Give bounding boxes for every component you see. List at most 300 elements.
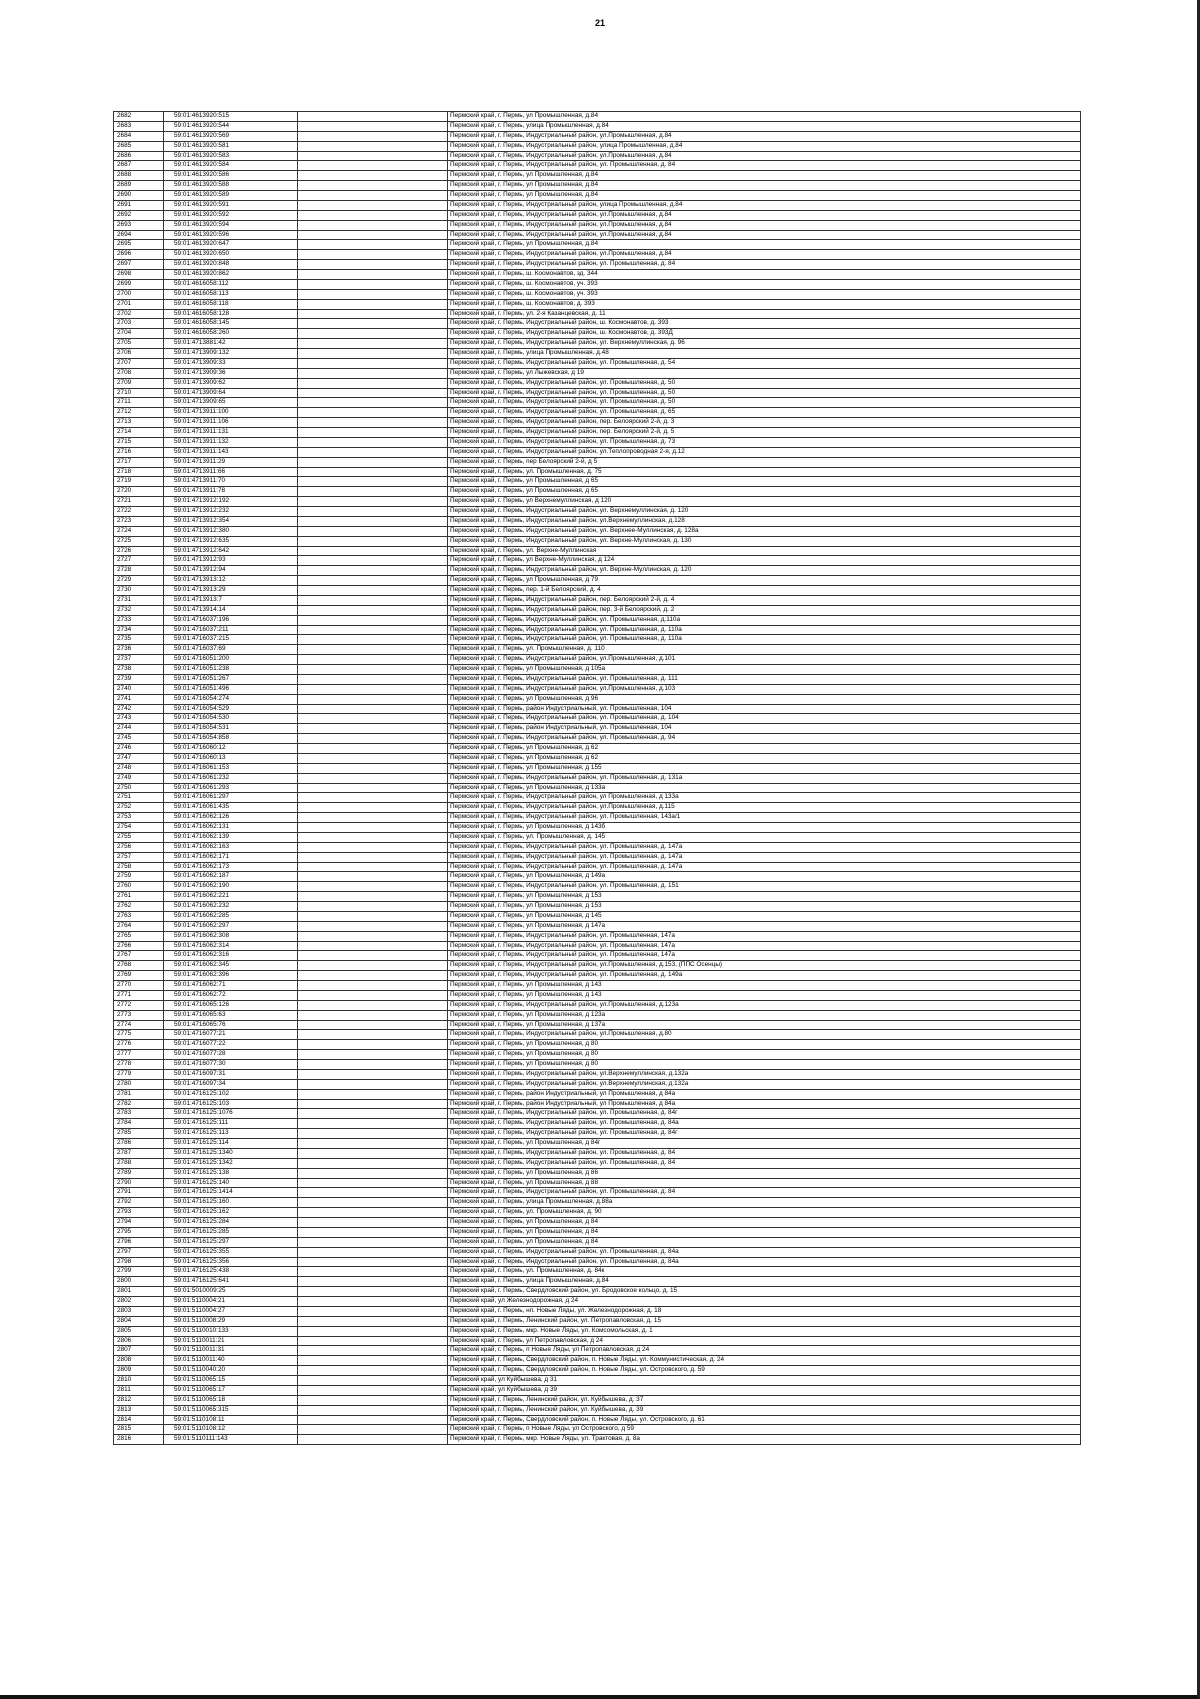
address-cell: Пермский край, г. Пермь, Индустриальный район, ул.Промышленная, д.84 [448,220,1081,230]
address-cell: Пермский край, г. Пермь, ул Промышленная, д 80 [448,1060,1081,1070]
empty-cell [298,931,448,941]
table-row [114,1218,1081,1228]
address-cell: Пермский край, г. Пермь, Индустриальный район, ул. Промышленная, д. 147а [448,862,1081,872]
cadastral-number-cell: 59:01:4716051:200 [164,655,298,665]
address-cell: Пермский край, г. Пермь, Индустриальный район, ул. Промышленная, д. 94 [448,734,1081,744]
empty-cell [298,526,448,536]
row-number-cell: 2772 [114,1000,164,1010]
cadastral-number-cell: 59:01:5110040:20 [164,1366,298,1376]
row-number-cell: 2733 [114,615,164,625]
row-number-cell: 2811 [114,1385,164,1395]
empty-cell [298,112,448,122]
empty-cell [298,418,448,428]
row-number-cell: 2770 [114,981,164,991]
empty-cell [298,1148,448,1158]
row-number-cell: 2714 [114,428,164,438]
cadastral-number-cell: 59:01:4713912:192 [164,497,298,507]
cadastral-number-cell: 59:01:4716062:190 [164,882,298,892]
table-row [114,783,1081,793]
cadastral-number-cell: 59:01:4716125:284 [164,1218,298,1228]
empty-cell [298,1237,448,1247]
empty-cell [298,665,448,675]
address-cell: Пермский край, г. Пермь, Индустриальный район, ул. Промышленная, 147а [448,931,1081,941]
table-row [114,507,1081,517]
cadastral-number-cell: 59:01:4713909:65 [164,398,298,408]
empty-cell [298,832,448,842]
row-number-cell: 2803 [114,1306,164,1316]
address-cell: Пермский край, г. Пермь, ул Промышленная, д 137а [448,1020,1081,1030]
empty-cell [298,339,448,349]
empty-cell [298,398,448,408]
address-cell: Пермский край, г. Пермь, ул Промышленная, д 88 [448,1178,1081,1188]
empty-cell [298,1218,448,1228]
row-number-cell: 2805 [114,1326,164,1336]
page-number: 21 [594,18,605,28]
table-row [114,191,1081,201]
address-cell: Пермский край, г. Пермь, Ленинский район, ул. Петропавловская, д. 15 [448,1316,1081,1326]
empty-cell [298,842,448,852]
empty-cell [298,487,448,497]
table-row [114,487,1081,497]
cadastral-number-cell: 59:01:5110008:29 [164,1316,298,1326]
cadastral-number-cell: 59:01:4716060:13 [164,753,298,763]
cadastral-number-cell: 59:01:4713909:33 [164,358,298,368]
empty-cell [298,151,448,161]
table-row [114,230,1081,240]
cadastral-number-cell: 59:01:4716054:531 [164,724,298,734]
cadastral-number-cell: 59:01:4716125:138 [164,1168,298,1178]
row-number-cell: 2716 [114,447,164,457]
table-row [114,1346,1081,1356]
empty-cell [298,1129,448,1139]
empty-cell [298,1227,448,1237]
empty-cell [298,1158,448,1168]
row-number-cell: 2739 [114,674,164,684]
cadastral-number-cell: 59:01:4613920:594 [164,220,298,230]
cadastral-number-cell: 59:01:4716061:232 [164,773,298,783]
empty-cell [298,536,448,546]
cadastral-number-cell: 59:01:4616058:128 [164,309,298,319]
row-number-cell: 2768 [114,961,164,971]
address-cell: Пермский край, г. Пермь, Индустриальный район, ул. Промышленная, д. 65 [448,408,1081,418]
row-number-cell: 2747 [114,753,164,763]
table-row [114,872,1081,882]
row-number-cell: 2788 [114,1158,164,1168]
address-cell: Пермский край, г. Пермь, Индустриальный район, ул.Теплопроводная 2-я, д.12 [448,447,1081,457]
address-cell: Пермский край, г. Пермь, Индустриальный район, ул. Промышленная, д. 84а [448,1119,1081,1129]
address-cell: Пермский край, г. Пермь, ул Промышленная, д 149а [448,872,1081,882]
address-cell: Пермский край, г. Пермь, ул Промышленная, д 84 [448,1227,1081,1237]
empty-cell [298,279,448,289]
empty-cell [298,121,448,131]
table-row [114,121,1081,131]
empty-cell [298,1119,448,1129]
empty-cell [298,813,448,823]
row-number-cell: 2769 [114,971,164,981]
empty-cell [298,477,448,487]
cadastral-number-cell: 59:01:5110065:15 [164,1376,298,1386]
table-row [114,1366,1081,1376]
cadastral-number-cell: 59:01:4716061:153 [164,763,298,773]
table-row [114,210,1081,220]
empty-cell [298,191,448,201]
row-number-cell: 2762 [114,902,164,912]
address-cell: Пермский край, г. Пермь, ш. Космонавтов, зд. 344 [448,270,1081,280]
cadastral-number-cell: 59:01:5010009:25 [164,1287,298,1297]
address-cell: Пермский край, г. Пермь, Индустриальный район, ул.Верхнемуллинская, д.132а [448,1079,1081,1089]
address-cell: Пермский край, г. Пермь, пер. 1-й Белоярский, д. 4 [448,586,1081,596]
empty-cell [298,734,448,744]
table-row [114,1109,1081,1119]
cadastral-number-cell: 59:01:4716077:22 [164,1040,298,1050]
empty-cell [298,408,448,418]
table-row [114,1079,1081,1089]
address-cell: Пермский край, г. Пермь, улица Промышленная, д.48 [448,349,1081,359]
cadastral-number-cell: 59:01:4716061:293 [164,783,298,793]
cadastral-number-cell: 59:01:4716051:496 [164,684,298,694]
cadastral-number-cell: 59:01:4716125:114 [164,1139,298,1149]
table-row [114,951,1081,961]
address-cell: Пермский край, г. Пермь, Индустриальный район, ул. Промышленная, д. 50 [448,388,1081,398]
cadastral-number-cell: 59:01:4716062:345 [164,961,298,971]
address-cell: Пермский край, г. Пермь, Ленинский район, ул. Куйбышева, д. 37 [448,1395,1081,1405]
row-number-cell: 2765 [114,931,164,941]
table-row [114,665,1081,675]
row-number-cell: 2737 [114,655,164,665]
row-number-cell: 2697 [114,260,164,270]
row-number-cell: 2766 [114,941,164,951]
table-row [114,161,1081,171]
row-number-cell: 2776 [114,1040,164,1050]
address-cell: Пермский край, г. Пермь, Индустриальный район, ул. Промышленная, 147а [448,951,1081,961]
row-number-cell: 2773 [114,1010,164,1020]
table-row [114,467,1081,477]
address-cell: Пермский край, г. Пермь, Индустриальный район, ул.Верхнемуллинская, д.128 [448,516,1081,526]
empty-cell [298,447,448,457]
table-row [114,141,1081,151]
address-cell: Пермский край, г. Пермь, Индустриальный район, ул. Верхнемуллинская, д. 120 [448,507,1081,517]
empty-cell [298,1030,448,1040]
address-cell: Пермский край, г. Пермь, ул Промышленная, д 86 [448,1168,1081,1178]
address-cell: Пермский край, г. Пермь, ул. 2-я Казанцевская, д. 11 [448,309,1081,319]
empty-cell [298,1198,448,1208]
address-cell: Пермский край, г. Пермь, ул. Промышленная, д. 75 [448,467,1081,477]
empty-cell [298,684,448,694]
row-number-cell: 2702 [114,309,164,319]
cadastral-number-cell: 59:01:5110004:27 [164,1306,298,1316]
address-cell: Пермский край, г. Пермь, Индустриальный район, ул.Верхнемуллинская, д.132а [448,1069,1081,1079]
cadastral-number-cell: 59:01:4713913:29 [164,586,298,596]
empty-cell [298,1277,448,1287]
address-cell: Пермский край, г. Пермь, ул Промышленная, д 155 [448,763,1081,773]
row-number-cell: 2794 [114,1218,164,1228]
address-cell: Пермский край, г. Пермь, Индустриальный район, ул.Промышленная, д.153, (ППС Осенцы) [448,961,1081,971]
cadastral-number-cell: 59:01:4716125:162 [164,1208,298,1218]
row-number-cell: 2783 [114,1109,164,1119]
empty-cell [298,1297,448,1307]
table-row [114,1000,1081,1010]
table-row [114,171,1081,181]
address-cell: Пермский край, г. Пермь, район Индустриальный, ул Промышленная, д 84а [448,1099,1081,1109]
address-cell: Пермский край, г. Пермь, ул Промышленная, д 79 [448,576,1081,586]
table-row [114,1208,1081,1218]
table-row [114,1237,1081,1247]
cadastral-number-cell: 59:01:4716062:297 [164,921,298,931]
table-row [114,378,1081,388]
empty-cell [298,289,448,299]
cadastral-number-cell: 59:01:4616058:260 [164,329,298,339]
empty-cell [298,674,448,684]
table-row [114,773,1081,783]
row-number-cell: 2686 [114,151,164,161]
row-number-cell: 2720 [114,487,164,497]
address-cell: Пермский край, г. Пермь, п Новые Ляды, ул Островского, д 59 [448,1425,1081,1435]
empty-cell [298,576,448,586]
row-number-cell: 2775 [114,1030,164,1040]
row-number-cell: 2687 [114,161,164,171]
cadastral-number-cell: 59:01:4713911:131 [164,428,298,438]
cadastral-number-cell: 59:01:4713912:635 [164,536,298,546]
empty-cell [298,1099,448,1109]
table-row [114,1158,1081,1168]
row-number-cell: 2760 [114,882,164,892]
row-number-cell: 2780 [114,1079,164,1089]
table-row [114,358,1081,368]
row-number-cell: 2684 [114,131,164,141]
address-cell: Пермский край, г. Пермь, мкр. Новые Ляды, ул. Комсомольская, д. 1 [448,1326,1081,1336]
table-row [114,477,1081,487]
cadastral-number-cell: 59:01:4716077:30 [164,1060,298,1070]
table-row [114,1069,1081,1079]
row-number-cell: 2782 [114,1099,164,1109]
empty-cell [298,309,448,319]
cadastral-number-cell: 59:01:4716097:34 [164,1079,298,1089]
cadastral-number-cell: 59:01:4716125:1340 [164,1148,298,1158]
address-cell: Пермский край, г. Пермь, ш. Космонавтов, д. 393 [448,299,1081,309]
address-cell: Пермский край, г. Пермь, ул Промышленная, д 84 [448,1237,1081,1247]
table-row [114,803,1081,813]
table-row [114,457,1081,467]
empty-cell [298,1336,448,1346]
row-number-cell: 2709 [114,378,164,388]
row-number-cell: 2717 [114,457,164,467]
cadastral-number-cell: 59:01:4616058:113 [164,289,298,299]
empty-cell [298,1010,448,1020]
empty-cell [298,319,448,329]
empty-cell [298,783,448,793]
table-row [114,1188,1081,1198]
empty-cell [298,1208,448,1218]
table-row [114,1336,1081,1346]
row-number-cell: 2763 [114,911,164,921]
cadastral-number-cell: 59:01:4716037:215 [164,635,298,645]
cadastral-number-cell: 59:01:4716054:529 [164,704,298,714]
empty-cell [298,1425,448,1435]
table-row [114,181,1081,191]
address-cell: Пермский край, г. Пермь, Индустриальный район, ул. Промышленная, д. 84г [448,1129,1081,1139]
table-row [114,1267,1081,1277]
cadastral-number-cell: 59:01:4716062:314 [164,941,298,951]
address-cell: Пермский край, г. Пермь, ул Промышленная, д 105а [448,665,1081,675]
address-cell: Пермский край, г. Пермь, Индустриальный район, ул. Промышленная, д. 147а [448,852,1081,862]
row-number-cell: 2707 [114,358,164,368]
address-cell: Пермский край, г. Пермь, ул Промышленная, д 65 [448,477,1081,487]
row-number-cell: 2694 [114,230,164,240]
empty-cell [298,516,448,526]
table-row [114,516,1081,526]
empty-cell [298,467,448,477]
table-row [114,625,1081,635]
address-cell: Пермский край, г. Пермь, ул Промышленная, д 96 [448,694,1081,704]
cadastral-number-cell: 59:01:4613920:581 [164,141,298,151]
empty-cell [298,1346,448,1356]
row-number-cell: 2706 [114,349,164,359]
address-cell: Пермский край, г. Пермь, ул Промышленная, д 65 [448,487,1081,497]
table-row [114,250,1081,260]
table-row [114,1415,1081,1425]
address-cell: Пермский край, г. Пермь, ул Промышленная, д 84 [448,1218,1081,1228]
empty-cell [298,882,448,892]
empty-cell [298,803,448,813]
row-number-cell: 2698 [114,270,164,280]
row-number-cell: 2736 [114,645,164,655]
row-number-cell: 2713 [114,418,164,428]
empty-cell [298,1050,448,1060]
table-row [114,635,1081,645]
address-cell: Пермский край, г. Пермь, Индустриальный район, ул. Промышленная, д. 131а [448,773,1081,783]
table-row [114,1178,1081,1188]
empty-cell [298,1089,448,1099]
address-cell: Пермский край, г. Пермь, Индустриальный район, ул. Промышленная, д. 111 [448,674,1081,684]
empty-cell [298,773,448,783]
table-row [114,546,1081,556]
address-cell: Пермский край, г. Пермь, Индустриальный район, ул. Промышленная, д. 104 [448,714,1081,724]
row-number-cell: 2719 [114,477,164,487]
row-number-cell: 2751 [114,793,164,803]
empty-cell [298,1366,448,1376]
row-number-cell: 2721 [114,497,164,507]
address-cell: Пермский край, г. Пермь, Свердловский район, п. Новые Ляды, ул. Островского, д. 59 [448,1366,1081,1376]
empty-cell [298,1000,448,1010]
address-cell: Пермский край, г. Пермь, нп. Новые Ляды, ул. Железнодорожная, д. 18 [448,1306,1081,1316]
address-cell: Пермский край, г. Пермь, ул Промышленная, д 147а [448,921,1081,931]
row-number-cell: 2722 [114,507,164,517]
row-number-cell: 2781 [114,1089,164,1099]
empty-cell [298,911,448,921]
empty-cell [298,437,448,447]
table-row [114,793,1081,803]
address-cell: Пермский край, г. Пермь, Индустриальный район, ул. Верхне-Муллинская, д. 120 [448,566,1081,576]
row-number-cell: 2808 [114,1356,164,1366]
empty-cell [298,823,448,833]
table-row [114,220,1081,230]
table-row [114,852,1081,862]
row-number-cell: 2754 [114,823,164,833]
address-cell: Пермский край, г. Пермь, Индустриальный район, ул. Промышленная, д. 110а [448,625,1081,635]
cadastral-number-cell: 59:01:4616058:118 [164,299,298,309]
row-number-cell: 2731 [114,595,164,605]
table-row [114,428,1081,438]
address-cell: Пермский край, г. Пермь, Свердловский район, ул. Бродовское кольцо, д. 15 [448,1287,1081,1297]
cadastral-number-cell: 59:01:5110065:17 [164,1385,298,1395]
empty-cell [298,368,448,378]
table-row [114,112,1081,122]
empty-cell [298,507,448,517]
address-cell: Пермский край, г. Пермь, Индустриальный район, ул. Промышленная, д. 84 [448,1188,1081,1198]
address-cell: Пермский край, г. Пермь, ул Промышленная, д 143 [448,981,1081,991]
row-number-cell: 2735 [114,635,164,645]
cadastral-number-cell: 59:01:5110065:18 [164,1395,298,1405]
cadastral-number-cell: 59:01:4716054:530 [164,714,298,724]
cadastral-number-cell: 59:01:4713912:642 [164,546,298,556]
empty-cell [298,1287,448,1297]
cadastral-number-cell: 59:01:4713912:380 [164,526,298,536]
cadastral-number-cell: 59:01:4613920:583 [164,151,298,161]
table-row [114,734,1081,744]
table-row [114,823,1081,833]
row-number-cell: 2692 [114,210,164,220]
empty-cell [298,240,448,250]
row-number-cell: 2726 [114,546,164,556]
table-row [114,240,1081,250]
address-cell: Пермский край, г. Пермь, Индустриальный район, пер. 3-й Белоярский, д. 2 [448,605,1081,615]
row-number-cell: 2777 [114,1050,164,1060]
address-cell: Пермский край, г. Пермь, Индустриальный район, пер. Белоярский 2-й, д. 5 [448,428,1081,438]
cadastral-number-cell: 59:01:4713913:7 [164,595,298,605]
table-row [114,911,1081,921]
cadastral-number-cell: 59:01:4713911:29 [164,457,298,467]
address-cell: Пермский край, г. Пермь, Индустриальный район, ш. Космонавтов, д. 393Д [448,329,1081,339]
table-row [114,1168,1081,1178]
address-cell: Пермский край, г. Пермь, Индустриальный район, ул.Промышленная, д.101 [448,655,1081,665]
address-cell: Пермский край, г. Пермь, ул Промышленная, д 123а [448,1010,1081,1020]
empty-cell [298,1316,448,1326]
address-cell: Пермский край, г. Пермь, Индустриальный район, ул. Промышленная, д. 149а [448,971,1081,981]
empty-cell [298,1109,448,1119]
cadastral-number-cell: 59:01:4613920:862 [164,270,298,280]
address-cell: Пермский край, г. Пермь, ул Промышленная, д 143б [448,823,1081,833]
row-number-cell: 2699 [114,279,164,289]
cadastral-number-cell: 59:01:4716062:221 [164,892,298,902]
table-row [114,1227,1081,1237]
address-cell: Пермский край, г. Пермь, Индустриальный район, ул.Промышленная, д.123а [448,1000,1081,1010]
empty-cell [298,141,448,151]
address-cell: Пермский край, г. Пермь, ул Петропавловская, д 24 [448,1336,1081,1346]
row-number-cell: 2813 [114,1405,164,1415]
address-cell: Пермский край, г. Пермь, Свердловский район, п. Новые Ляды, ул. Островского, д. 61 [448,1415,1081,1425]
cadastral-number-cell: 59:01:4713909:36 [164,368,298,378]
empty-cell [298,131,448,141]
address-cell: Пермский край, г. Пермь, ул Промышленная, д 62 [448,753,1081,763]
table-row [114,1010,1081,1020]
table-row [114,941,1081,951]
row-number-cell: 2689 [114,181,164,191]
cadastral-number-cell: 59:01:4613920:569 [164,131,298,141]
address-cell: Пермский край, г. Пермь, улица Промышленная, д.88а [448,1198,1081,1208]
table-row [114,1356,1081,1366]
row-number-cell: 2727 [114,556,164,566]
address-cell: Пермский край, г. Пермь, ул Промышленная, д 153 [448,892,1081,902]
address-cell: Пермский край, г. Пермь, Индустриальный район, ул. Промышленная, д. 84а [448,1257,1081,1267]
table-row [114,605,1081,615]
empty-cell [298,181,448,191]
address-cell: Пермский край, г. Пермь, Индустриальный район, ул. Промышленная, д. 50 [448,378,1081,388]
cadastral-number-cell: 59:01:5110108:11 [164,1415,298,1425]
row-number-cell: 2725 [114,536,164,546]
empty-cell [298,497,448,507]
address-cell: Пермский край, г. Пермь, Индустриальный район, ул. Промышленная, д. 84г [448,1109,1081,1119]
cadastral-number-cell: 59:01:4716125:641 [164,1277,298,1287]
